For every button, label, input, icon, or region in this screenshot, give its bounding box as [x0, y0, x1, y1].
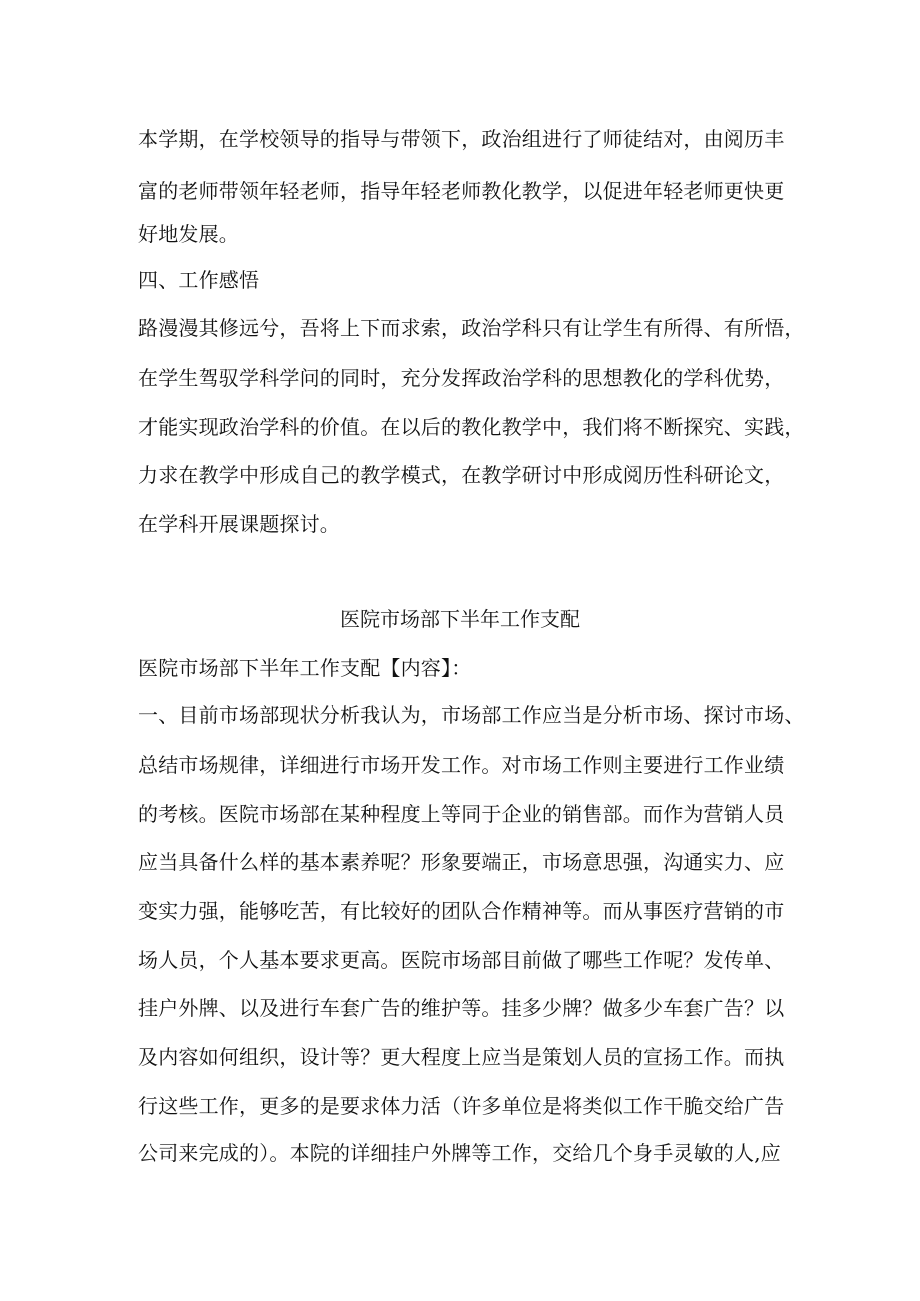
intro-line: 医院市场部下半年工作支配【内容】：: [138, 656, 472, 680]
document-title: 医院市场部下半年工作支配: [340, 607, 580, 631]
paragraph-line: 一、目前市场部现状分析我认为，市场部工作应当是分析市场、探讨市场、: [138, 703, 805, 727]
paragraph-line: 公司来完成的）。本院的详细挂户外牌等工作，交给几个身手灵敏的人,应: [138, 1141, 781, 1165]
paragraph-line: 变实力强，能够吃苦，有比较好的团队合作精神等。而从事医疗营销的市: [138, 899, 785, 923]
paragraph-line: 总结市场规律，详细进行市场开发工作。对市场工作则主要进行工作业绩: [138, 753, 785, 777]
paragraph-line: 富的老师带领年轻老师，指导年轻老师教化教学，以促进年轻老师更快更: [138, 179, 785, 203]
paragraph-line: 本学期，在学校领导的指导与带领下，政治组进行了师徒结对，由阅历丰: [138, 127, 785, 151]
section-heading: 四、工作感悟: [138, 268, 260, 292]
paragraph-line: 在学生驾驭学科学问的同时，充分发挥政治学科的思想教化的学科优势，: [138, 366, 785, 390]
paragraph-line: 应当具备什么样的基本素养呢？形象要端正，市场意思强，沟通实力、应: [138, 850, 785, 874]
paragraph-line: 在学科开展课题探讨。: [138, 512, 340, 536]
paragraph-line: 场人员，个人基本要求更高。医院市场部目前做了哪些工作呢？发传单、: [138, 948, 785, 972]
paragraph-line: 力求在教学中形成自己的教学模式，在教学研讨中形成阅历性科研论文，: [138, 463, 785, 487]
paragraph-line: 好地发展。: [138, 222, 239, 246]
paragraph-line: 挂户外牌、以及进行车套广告的维护等。挂多少牌？做多少车套广告？以: [138, 996, 785, 1020]
paragraph-line: 的考核。医院市场部在某种程度上等同于企业的销售部。而作为营销人员: [138, 802, 785, 826]
paragraph-line: 及内容如何组织，设计等？更大程度上应当是策划人员的宣扬工作。而执: [138, 1045, 785, 1069]
paragraph-line: 路漫漫其修远兮，吾将上下而求索，政治学科只有让学生有所得、有所悟，: [138, 316, 805, 340]
paragraph-line: 行这些工作，更多的是要求体力活（许多单位是将类似工作干脆交给广告: [138, 1094, 785, 1118]
paragraph-line: 才能实现政治学科的价值。在以后的教化教学中，我们将不断探究、实践，: [138, 415, 805, 439]
